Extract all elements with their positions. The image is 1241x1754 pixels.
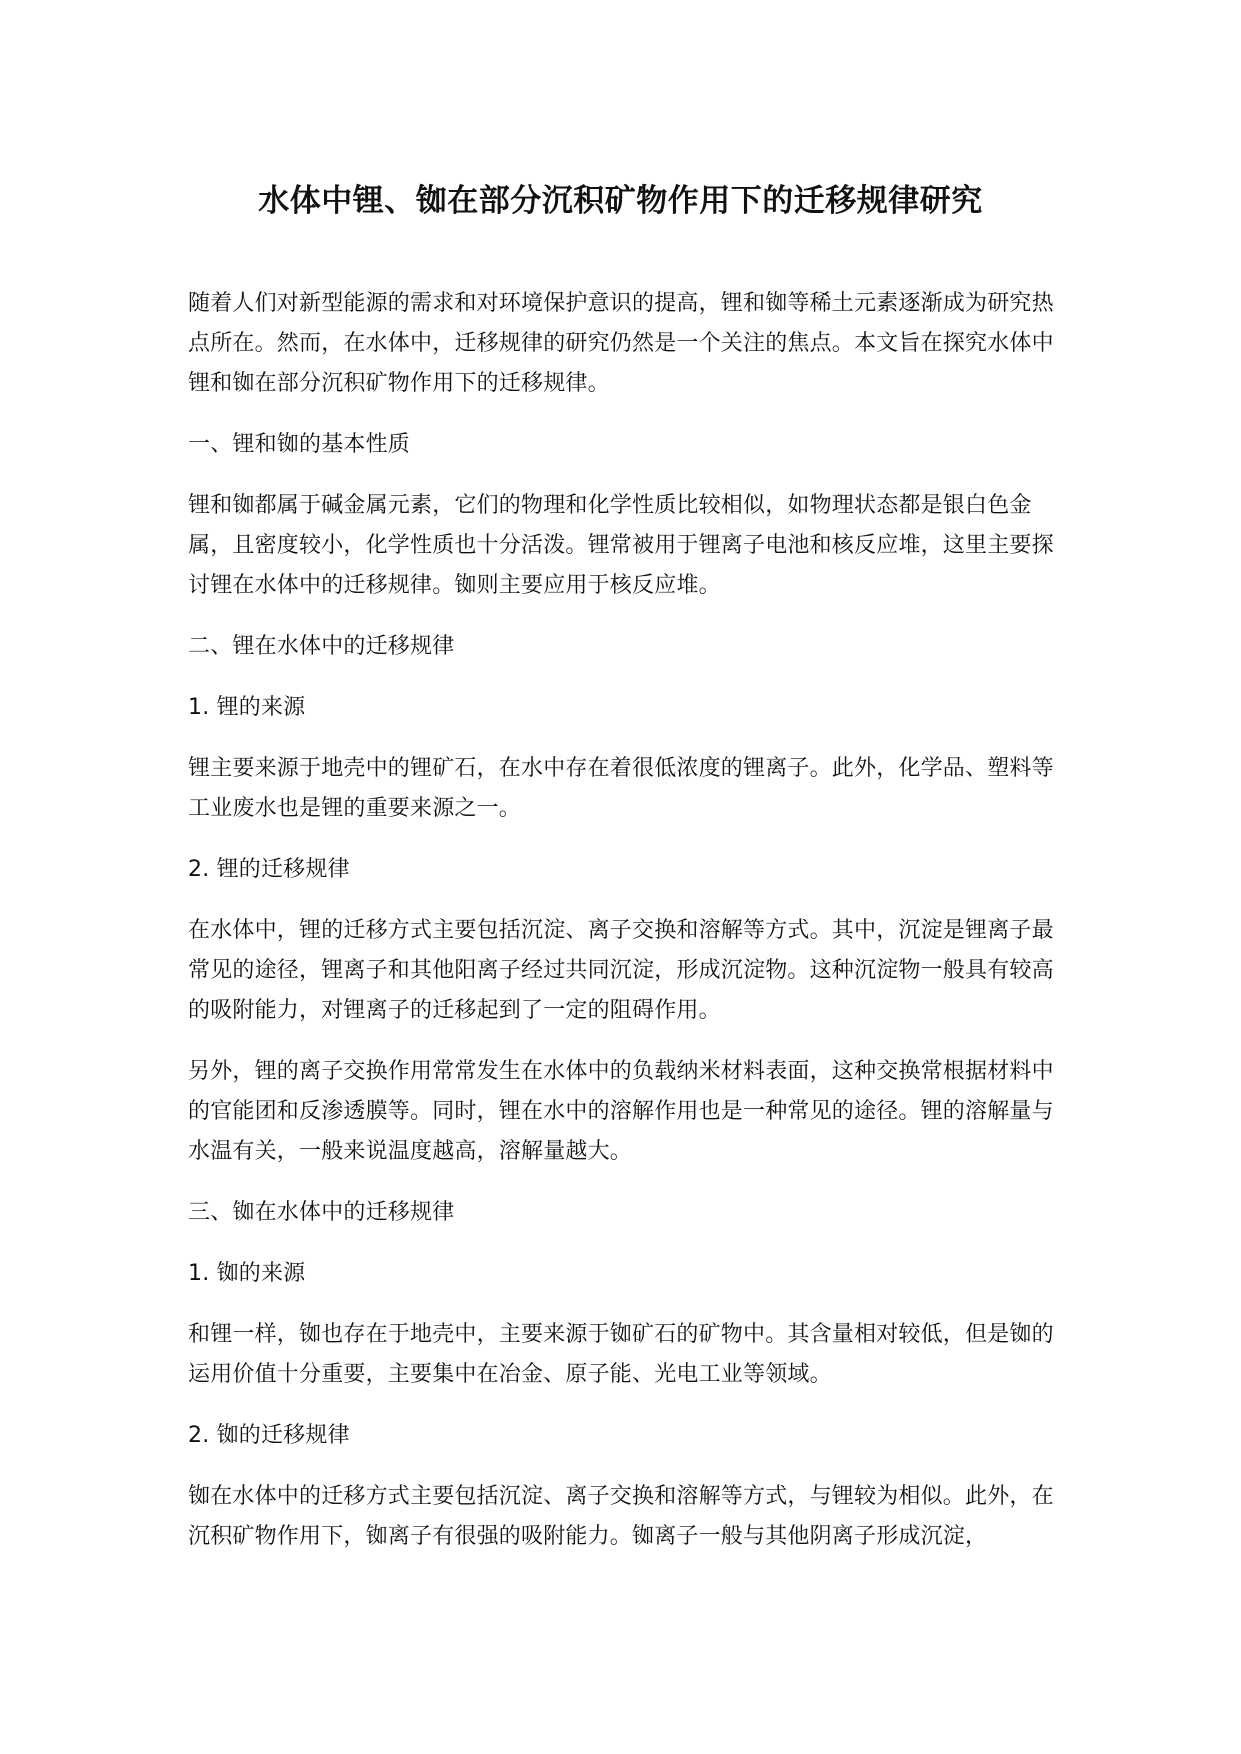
document-title: 水体中锂、铷在部分沉积矿物作用下的迁移规律研究 [258,183,983,219]
document-body [188,284,1054,1578]
paragraph-properties: 锂和铷都属于碱金属元素，它们的物理和化学性质比较相似，如物理状态都是银白色金属，且密度较小，化学性质也十分活泼。锂常被用于锂离子电池和核反应堆，这里主要探讨锂在水体中的迁移规律。铷则主要应用于核反应堆。 [188,493,1054,598]
section-heading-1: 一、锂和铷的基本性质 [188,432,411,457]
section-heading-3: 三、铷在水体中的迁移规律 [188,1200,455,1225]
paragraph-lithium-migration-1: 在水体中，锂的迁移方式主要包括沉淀、离子交换和溶解等方式。其中，沉淀是锂离子最常见的途径，锂离子和其他阳离子经过共同沉淀，形成沉淀物。这种沉淀物一般具有较高的吸附能力，对锂离子的迁移起到了一定的阻碍作用。 [188,918,1054,1023]
paragraph-rubidium-source: 和锂一样，铷也存在于地壳中，主要来源于铷矿石的矿物中。其含量相对较低，但是铷的运用价值十分重要，主要集中在冶金、原子能、光电工业等领域。 [188,1322,1054,1387]
subheading-lithium-source: 1. 锂的来源 [188,695,306,720]
paragraph-intro: 随着人们对新型能源的需求和对环境保护意识的提高，锂和铷等稀土元素逐渐成为研究热点所在。然而，在水体中，迁移规律的研究仍然是一个关注的焦点。本文旨在探究水体中锂和铷在部分沉积矿物作用下的迁移规律。 [188,291,1054,396]
subheading-lithium-migration: 2. 锂的迁移规律 [188,857,350,882]
paragraph-lithium-migration-2: 另外，锂的离子交换作用常常发生在水体中的负载纳米材料表面，这种交换常根据材料中的官能团和反渗透膜等。同时，锂在水中的溶解作用也是一种常见的途径。锂的溶解量与水温有关，一般来说温度越高，溶解量越大。 [188,1059,1054,1164]
section-heading-2: 二、锂在水体中的迁移规律 [188,634,455,659]
subheading-rubidium-source: 1. 铷的来源 [188,1261,306,1286]
paragraph-lithium-source: 锂主要来源于地壳中的锂矿石，在水中存在着很低浓度的锂离子。此外，化学品、塑料等工业废水也是锂的重要来源之一。 [188,756,1054,821]
paragraph-rubidium-migration: 铷在水体中的迁移方式主要包括沉淀、离子交换和溶解等方式，与锂较为相似。此外，在沉积矿物作用下，铷离子有很强的吸附能力。铷离子一般与其他阴离子形成沉淀， [188,1484,1054,1549]
subheading-rubidium-migration: 2. 铷的迁移规律 [188,1423,350,1448]
